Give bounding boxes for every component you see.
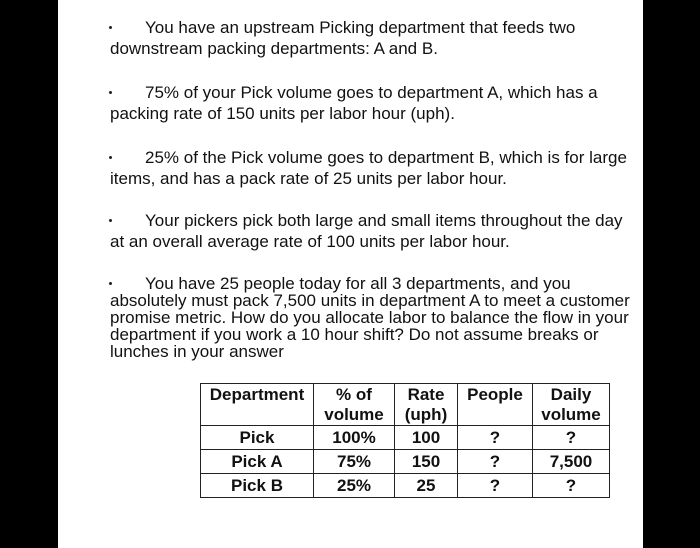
cell-daily-volume: ? — [533, 474, 610, 498]
bullet-text: You have an upstream Picking department that feeds two downstream packing departments: A and B. — [110, 18, 576, 58]
header-rate: Rate (uph) — [395, 384, 458, 426]
bullet-text: 75% of your Pick volume goes to department A, which has a packing rate of 150 units per labor hour (uph). — [110, 83, 598, 123]
cell-department: Pick B — [201, 474, 314, 498]
bullet-dot-icon — [109, 26, 112, 29]
header-department: Department — [201, 384, 314, 426]
cell-people: ? — [458, 450, 533, 474]
bullet-text: You have 25 people today for all 3 departments, and you absolutely must pack 7,500 units in department A to meet a customer promise metric. How do you allocate labor to balance the flow in your department if you work a 10 hour shift? Do not assume breaks or lunches in your answer — [110, 274, 630, 361]
bullet-item — [110, 210, 630, 252]
cell-people: ? — [458, 426, 533, 450]
table-row — [201, 474, 610, 498]
cell-daily-volume: ? — [533, 426, 610, 450]
cell-percent: 100% — [314, 426, 395, 450]
bullet-dot-icon — [109, 91, 112, 94]
bullet-dot-icon — [109, 156, 112, 159]
cell-percent: 25% — [314, 474, 395, 498]
cell-rate: 150 — [395, 450, 458, 474]
bullet-item — [110, 17, 630, 59]
cell-percent: 75% — [314, 450, 395, 474]
table-row — [201, 426, 610, 450]
table-row — [201, 450, 610, 474]
department-table — [200, 383, 610, 498]
cell-department: Pick — [201, 426, 314, 450]
bullet-dot-icon — [109, 219, 112, 222]
bullet-dot-icon — [109, 282, 112, 285]
header-percent-volume: % of volume — [314, 384, 395, 426]
document-page — [58, 0, 643, 548]
cell-department: Pick A — [201, 450, 314, 474]
header-people: People — [458, 384, 533, 426]
cell-rate: 25 — [395, 474, 458, 498]
cell-daily-volume: 7,500 — [533, 450, 610, 474]
header-daily-volume: Daily volume — [533, 384, 610, 426]
cell-people: ? — [458, 474, 533, 498]
bullet-item — [110, 82, 630, 124]
bullet-text: 25% of the Pick volume goes to department B, which is for large items, and has a pack rate of 25 units per labor hour. — [110, 148, 627, 188]
table-header-row — [201, 384, 610, 426]
bullet-text: Your pickers pick both large and small items throughout the day at an overall average rate of 100 units per labor hour. — [110, 211, 623, 251]
bullet-item — [110, 147, 630, 189]
bullet-item — [110, 275, 630, 360]
cell-rate: 100 — [395, 426, 458, 450]
